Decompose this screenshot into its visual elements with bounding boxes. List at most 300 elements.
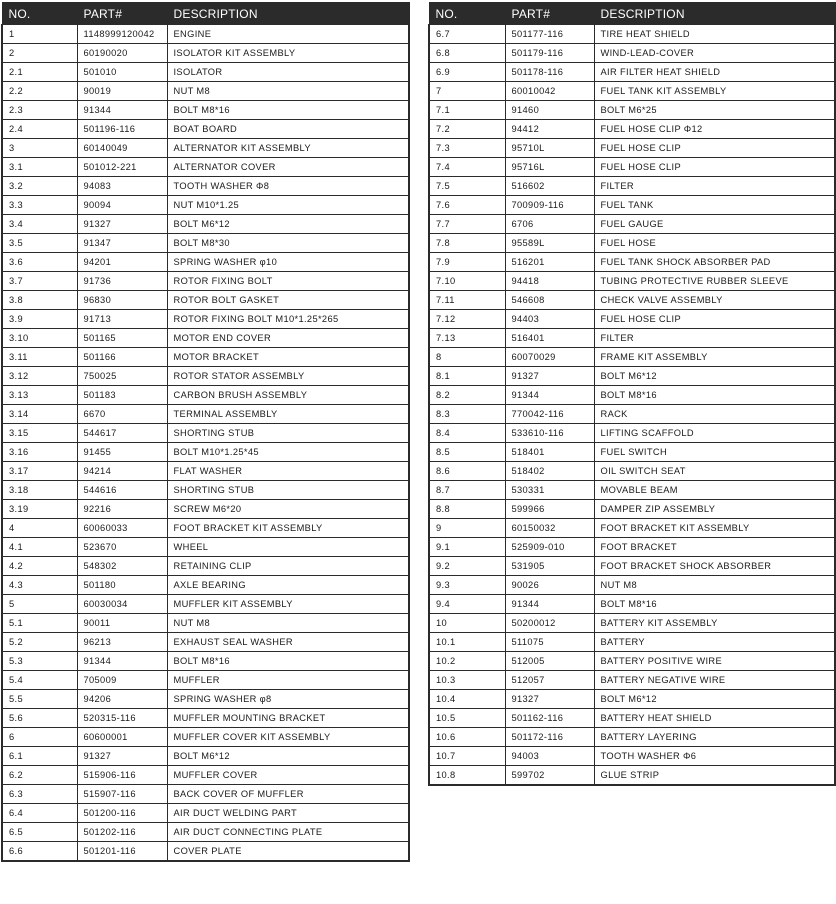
table-row [2,25,409,44]
cell-description: BOLT M8*16 [167,652,409,671]
cell-no: 10.4 [429,690,505,709]
cell-no: 10.7 [429,747,505,766]
cell-part-number: 95716L [505,158,594,177]
table-row [2,272,409,291]
cell-description: FOOT BRACKET KIT ASSEMBLY [594,519,835,538]
cell-description: FUEL GAUGE [594,215,835,234]
cell-description: NUT M8 [167,614,409,633]
table-row [2,576,409,595]
cell-description: ISOLATOR KIT ASSEMBLY [167,44,409,63]
cell-part-number: 501180 [77,576,167,595]
cell-no: 7.6 [429,196,505,215]
cell-part-number: 91327 [505,367,594,386]
cell-no: 6.3 [2,785,77,804]
cell-description: BATTERY LAYERING [594,728,835,747]
table-row [429,690,835,709]
cell-no: 9.1 [429,538,505,557]
cell-no: 3.15 [2,424,77,443]
cell-description: AXLE BEARING [167,576,409,595]
cell-no: 3.10 [2,329,77,348]
cell-part-number: 60030034 [77,595,167,614]
cell-description: BOAT BOARD [167,120,409,139]
cell-description: FUEL TANK [594,196,835,215]
cell-part-number: 544617 [77,424,167,443]
cell-description: ALTERNATOR KIT ASSEMBLY [167,139,409,158]
cell-description: EXHAUST SEAL WASHER [167,633,409,652]
cell-part-number: 91327 [77,747,167,766]
cell-no: 4.2 [2,557,77,576]
cell-no: 3.12 [2,367,77,386]
cell-no: 5.2 [2,633,77,652]
cell-no: 2.3 [2,101,77,120]
table-row [2,823,409,842]
table-row [429,63,835,82]
cell-no: 2.4 [2,120,77,139]
cell-part-number: 91344 [505,386,594,405]
cell-description: FUEL HOSE CLIP [594,158,835,177]
table-row [429,120,835,139]
cell-no: 5.3 [2,652,77,671]
cell-no: 7.9 [429,253,505,272]
table-row [2,633,409,652]
cell-description: TOOTH WASHER Φ8 [167,177,409,196]
cell-part-number: 501010 [77,63,167,82]
table-row [2,101,409,120]
cell-description: BATTERY POSITIVE WIRE [594,652,835,671]
cell-description: MUFFLER KIT ASSEMBLY [167,595,409,614]
cell-part-number: 525909-010 [505,538,594,557]
cell-description: COVER PLATE [167,842,409,862]
cell-part-number: 520315-116 [77,709,167,728]
cell-part-number: 705009 [77,671,167,690]
cell-no: 5.5 [2,690,77,709]
cell-part-number: 700909-116 [505,196,594,215]
cell-part-number: 96830 [77,291,167,310]
cell-no: 10.1 [429,633,505,652]
cell-description: FUEL SWITCH [594,443,835,462]
cell-description: FUEL HOSE CLIP [594,139,835,158]
table-row [2,671,409,690]
cell-description: BACK COVER OF MUFFLER [167,785,409,804]
cell-part-number: 750025 [77,367,167,386]
cell-description: BOLT M8*16 [594,386,835,405]
table-row [429,462,835,481]
cell-no: 5 [2,595,77,614]
cell-no: 3.16 [2,443,77,462]
cell-part-number: 599702 [505,766,594,786]
cell-no: 3.3 [2,196,77,215]
cell-part-number: 90094 [77,196,167,215]
cell-description: MOTOR END COVER [167,329,409,348]
cell-no: 3.11 [2,348,77,367]
cell-description: RACK [594,405,835,424]
table-row [429,215,835,234]
table-row [2,842,409,862]
cell-description: MUFFLER MOUNTING BRACKET [167,709,409,728]
cell-no: 6.4 [2,804,77,823]
cell-part-number: 91327 [77,215,167,234]
cell-description: WHEEL [167,538,409,557]
cell-part-number: 501012-221 [77,158,167,177]
cell-description: MOTOR BRACKET [167,348,409,367]
cell-part-number: 94083 [77,177,167,196]
table-row [429,367,835,386]
cell-part-number: 60010042 [505,82,594,101]
cell-description: BOLT M6*12 [594,690,835,709]
cell-no: 3 [2,139,77,158]
cell-description: RETAINING CLIP [167,557,409,576]
cell-description: BATTERY NEGATIVE WIRE [594,671,835,690]
cell-no: 8 [429,348,505,367]
cell-description: BOLT M6*12 [167,215,409,234]
cell-no: 1 [2,25,77,44]
cell-part-number: 91344 [77,101,167,120]
cell-description: ROTOR FIXING BOLT [167,272,409,291]
table-row [429,766,835,786]
cell-description: ROTOR FIXING BOLT M10*1.25*265 [167,310,409,329]
table-row [2,424,409,443]
cell-part-number: 501166 [77,348,167,367]
cell-part-number: 1148999120042 [77,25,167,44]
cell-part-number: 544616 [77,481,167,500]
cell-no: 3.7 [2,272,77,291]
table-row [2,709,409,728]
header-part: PART# [505,3,594,25]
cell-no: 3.18 [2,481,77,500]
cell-description: SHORTING STUB [167,481,409,500]
cell-no: 3.14 [2,405,77,424]
cell-no: 3.1 [2,158,77,177]
cell-description: AIR DUCT WELDING PART [167,804,409,823]
table-row [2,747,409,766]
table-row [429,576,835,595]
table-row [2,234,409,253]
cell-no: 3.4 [2,215,77,234]
cell-part-number: 501183 [77,386,167,405]
table-row [429,652,835,671]
table-row [429,519,835,538]
table-row [429,25,835,44]
table-row [429,500,835,519]
cell-no: 7.7 [429,215,505,234]
cell-no: 9.3 [429,576,505,595]
cell-part-number: 91736 [77,272,167,291]
table-row [2,196,409,215]
table-row [2,785,409,804]
cell-description: MUFFLER COVER [167,766,409,785]
table-row [429,196,835,215]
cell-description: SPRING WASHER φ8 [167,690,409,709]
cell-part-number: 518402 [505,462,594,481]
table-row [2,82,409,101]
cell-no: 7.12 [429,310,505,329]
cell-no: 6.1 [2,747,77,766]
cell-description: BOLT M6*12 [594,367,835,386]
cell-no: 3.2 [2,177,77,196]
cell-no: 6.5 [2,823,77,842]
cell-part-number: 533610-116 [505,424,594,443]
cell-description: AIR FILTER HEAT SHIELD [594,63,835,82]
cell-no: 3.19 [2,500,77,519]
cell-no: 6.7 [429,25,505,44]
cell-description: BOLT M8*16 [594,595,835,614]
cell-no: 7.1 [429,101,505,120]
table-row [2,443,409,462]
parts-table-right [428,2,836,786]
header-description: DESCRIPTION [167,3,409,25]
table-row [429,557,835,576]
cell-no: 5.4 [2,671,77,690]
cell-part-number: 501200-116 [77,804,167,823]
header-no: NO. [2,3,77,25]
cell-description: SCREW M6*20 [167,500,409,519]
header-part: PART# [77,3,167,25]
table-row [429,614,835,633]
cell-part-number: 94418 [505,272,594,291]
cell-part-number: 501178-116 [505,63,594,82]
table-row [2,405,409,424]
cell-part-number: 90011 [77,614,167,633]
cell-no: 10.3 [429,671,505,690]
cell-part-number: 91327 [505,690,594,709]
table-row [2,519,409,538]
cell-part-number: 94201 [77,253,167,272]
cell-part-number: 523670 [77,538,167,557]
cell-part-number: 516401 [505,329,594,348]
cell-part-number: 599966 [505,500,594,519]
cell-no: 8.2 [429,386,505,405]
cell-no: 9.2 [429,557,505,576]
cell-description: FRAME KIT ASSEMBLY [594,348,835,367]
table-row [2,120,409,139]
cell-no: 7.13 [429,329,505,348]
cell-part-number: 50200012 [505,614,594,633]
cell-part-number: 60600001 [77,728,167,747]
table-row [429,709,835,728]
cell-no: 8.8 [429,500,505,519]
cell-description: BATTERY HEAT SHIELD [594,709,835,728]
cell-description: FOOT BRACKET [594,538,835,557]
table-row [2,386,409,405]
table-row [429,348,835,367]
cell-no: 2.2 [2,82,77,101]
cell-description: ALTERNATOR COVER [167,158,409,177]
cell-description: BOLT M8*16 [167,101,409,120]
cell-description: BOLT M8*30 [167,234,409,253]
cell-no: 3.17 [2,462,77,481]
table-row [429,291,835,310]
cell-description: FUEL TANK SHOCK ABSORBER PAD [594,253,835,272]
table-row [2,481,409,500]
cell-description: GLUE STRIP [594,766,835,786]
cell-part-number: 512005 [505,652,594,671]
cell-no: 9 [429,519,505,538]
cell-part-number: 546608 [505,291,594,310]
cell-no: 8.6 [429,462,505,481]
cell-no: 5.1 [2,614,77,633]
table-row [429,158,835,177]
cell-part-number: 518401 [505,443,594,462]
parts-table-left [1,2,410,862]
cell-no: 4 [2,519,77,538]
table-row [429,329,835,348]
cell-description: WIND-LEAD-COVER [594,44,835,63]
cell-no: 3.8 [2,291,77,310]
cell-description: NUT M8 [594,576,835,595]
cell-no: 7.8 [429,234,505,253]
cell-description: TIRE HEAT SHIELD [594,25,835,44]
cell-description: ENGINE [167,25,409,44]
table-row [2,728,409,747]
table-row [2,44,409,63]
cell-part-number: 516201 [505,253,594,272]
table-row [429,633,835,652]
cell-no: 10 [429,614,505,633]
table-row [429,44,835,63]
cell-no: 7.4 [429,158,505,177]
cell-no: 6.6 [2,842,77,862]
cell-no: 3.5 [2,234,77,253]
table-row [2,158,409,177]
cell-description: BOLT M10*1.25*45 [167,443,409,462]
cell-part-number: 60060033 [77,519,167,538]
table-row [429,747,835,766]
cell-no: 6.2 [2,766,77,785]
table-row [429,481,835,500]
cell-part-number: 512057 [505,671,594,690]
table-row [2,139,409,158]
cell-no: 7.2 [429,120,505,139]
cell-part-number: 94206 [77,690,167,709]
table-row [2,367,409,386]
cell-no: 6 [2,728,77,747]
cell-part-number: 91460 [505,101,594,120]
cell-no: 7.10 [429,272,505,291]
table-row [429,443,835,462]
cell-description: FUEL TANK KIT ASSEMBLY [594,82,835,101]
cell-description: SPRING WASHER φ10 [167,253,409,272]
table-row [429,310,835,329]
cell-part-number: 60070029 [505,348,594,367]
cell-part-number: 501165 [77,329,167,348]
table-row [2,177,409,196]
table-row [429,728,835,747]
cell-no: 8.5 [429,443,505,462]
cell-no: 4.3 [2,576,77,595]
cell-description: OIL SWITCH SEAT [594,462,835,481]
table-row [2,614,409,633]
cell-no: 7.11 [429,291,505,310]
table-row [429,671,835,690]
table-row [2,804,409,823]
cell-part-number: 91713 [77,310,167,329]
cell-description: FUEL HOSE [594,234,835,253]
table-row [2,500,409,519]
cell-no: 3.9 [2,310,77,329]
cell-no: 6.8 [429,44,505,63]
cell-part-number: 501202-116 [77,823,167,842]
table-header-row [429,3,835,25]
cell-description: MOVABLE BEAM [594,481,835,500]
cell-part-number: 6670 [77,405,167,424]
cell-no: 10.5 [429,709,505,728]
table-header-row [2,3,409,25]
table-row [429,101,835,120]
cell-part-number: 501196-116 [77,120,167,139]
header-description: DESCRIPTION [594,3,835,25]
cell-description: CHECK VALVE ASSEMBLY [594,291,835,310]
cell-part-number: 60150032 [505,519,594,538]
cell-description: FOOT BRACKET KIT ASSEMBLY [167,519,409,538]
cell-no: 4.1 [2,538,77,557]
cell-part-number: 501177-116 [505,25,594,44]
cell-description: MUFFLER [167,671,409,690]
table-row [429,272,835,291]
cell-description: DAMPER ZIP ASSEMBLY [594,500,835,519]
header-no: NO. [429,3,505,25]
table-row [2,462,409,481]
cell-no: 10.8 [429,766,505,786]
cell-part-number: 501172-116 [505,728,594,747]
cell-no: 8.7 [429,481,505,500]
cell-part-number: 511075 [505,633,594,652]
table-row [429,538,835,557]
cell-description: NUT M8 [167,82,409,101]
table-row [429,234,835,253]
cell-no: 7.5 [429,177,505,196]
cell-description: FILTER [594,177,835,196]
cell-description: FUEL HOSE CLIP [594,310,835,329]
cell-no: 7.3 [429,139,505,158]
table-row [429,139,835,158]
cell-description: FILTER [594,329,835,348]
cell-part-number: 92216 [77,500,167,519]
table-row [2,766,409,785]
cell-no: 3.6 [2,253,77,272]
cell-part-number: 91344 [77,652,167,671]
table-row [2,253,409,272]
cell-part-number: 515906-116 [77,766,167,785]
cell-description: FUEL HOSE CLIP Φ12 [594,120,835,139]
cell-no: 7 [429,82,505,101]
cell-description: BOLT M6*12 [167,747,409,766]
table-row [2,215,409,234]
cell-no: 9.4 [429,595,505,614]
cell-description: TUBING PROTECTIVE RUBBER SLEEVE [594,272,835,291]
table-row [429,424,835,443]
cell-part-number: 501162-116 [505,709,594,728]
cell-part-number: 91344 [505,595,594,614]
table-row [2,557,409,576]
cell-no: 10.2 [429,652,505,671]
table-row [2,291,409,310]
cell-no: 5.6 [2,709,77,728]
cell-description: TOOTH WASHER Φ6 [594,747,835,766]
cell-part-number: 531905 [505,557,594,576]
table-row [2,348,409,367]
table-row [429,386,835,405]
cell-part-number: 94003 [505,747,594,766]
cell-no: 8.3 [429,405,505,424]
cell-part-number: 90026 [505,576,594,595]
cell-no: 10.6 [429,728,505,747]
cell-no: 2 [2,44,77,63]
cell-description: MUFFLER COVER KIT ASSEMBLY [167,728,409,747]
table-row [2,652,409,671]
cell-part-number: 515907-116 [77,785,167,804]
cell-description: TERMINAL ASSEMBLY [167,405,409,424]
cell-part-number: 90019 [77,82,167,101]
